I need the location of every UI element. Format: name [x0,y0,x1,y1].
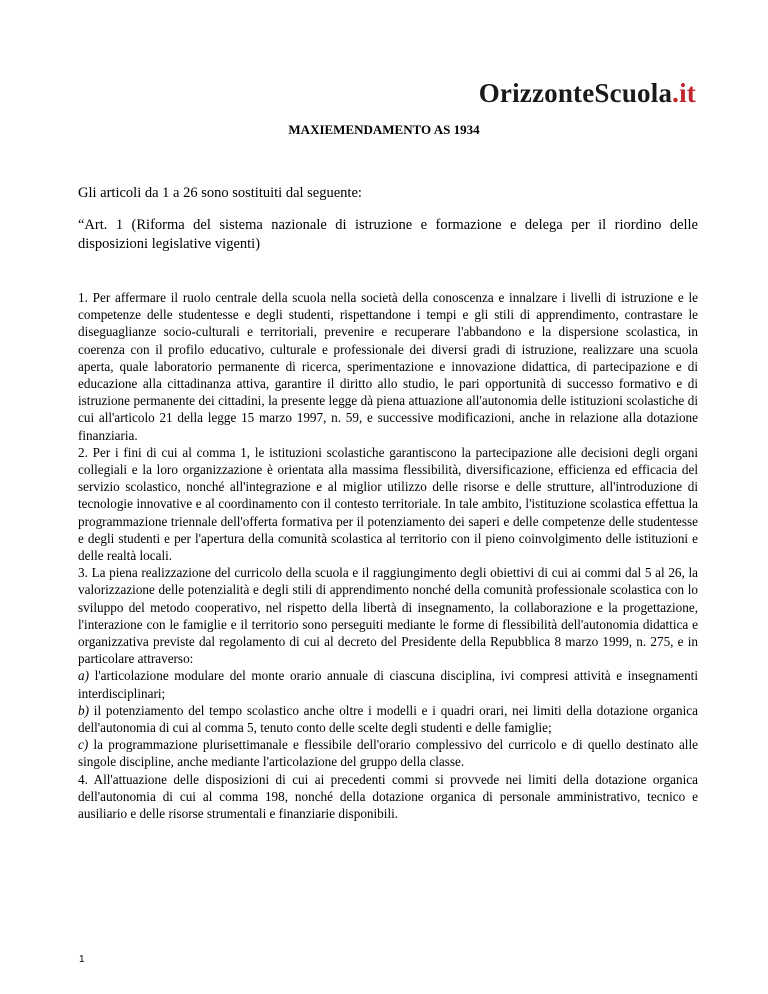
list-text-c: la programmazione plurisettimanale e flessibile dell'orario complessivo del curricolo e di quello destinato alle singole discipline, anche mediante l'articolazione del gruppo della classe. [78,737,698,770]
paragraph-2: 2. Per i fini di cui al comma 1, le istituzioni scolastiche garantiscono la partecipazione alle decisioni degli organi collegiali e la loro organizzazione è orientata alla massima flessibilità, diversificazione, efficienza ed efficacia del servizio scolastico, nonché all'integrazione e al miglior utilizzo delle risorse e delle strutture, all'introduzione di tecnologie innovative e al coordinamento con il contesto territoriale. In tale ambito, l'istituzione scolastica effettua la programmazione triennale dell'offerta formativa per il potenziamento dei saperi e delle competenze delle studentesse e degli studenti e per l'apertura della comunità scolastica al territorio con il pieno coinvolgimento delle istituzioni e delle realtà locali. [78,444,698,564]
article-heading: “Art. 1 (Riforma del sistema nazionale di istruzione e formazione e delega per il riordino delle disposizioni legislative vigenti) [78,217,698,252]
list-text-a: l'articolazione modulare del monte orario annuale di ciascuna disciplina, ivi compresi attività e insegnamenti interdisciplinari; [78,668,698,701]
document-title: MAXIEMENDAMENTO AS 1934 [288,122,480,137]
page-number: 1 [79,954,85,965]
logo-brand-text: OrizzonteScuola [478,78,673,108]
list-marker-b: b) [78,702,89,718]
article-body [78,289,698,822]
list-marker-a: a) [78,668,89,684]
list-item-c [78,736,698,770]
list-item-a [78,667,698,701]
logo-tld-text: .it [672,78,696,108]
site-logo [479,78,696,109]
paragraph-4: 4. All'attuazione delle disposizioni di cui ai precedenti commi si provvede nei limiti della dotazione organica dell'autonomia di cui al comma 198, nonché della dotazione organica di personale amministrativo, tecnico e ausiliario e delle risorse strumentali e finanziarie disponibili. [78,771,698,822]
list-text-b: il potenziamento del tempo scolastico anche oltre i modelli e i quadri orari, nei limiti della dotazione organica dell'autonomia di cui al comma 5, tenuto conto delle scelte degli studenti e delle famiglie; [78,702,698,736]
list-marker-c: c) [78,737,89,753]
paragraph-3: 3. La piena realizzazione del curricolo della scuola e il raggiungimento degli obiettivi di cui ai commi dal 5 al 26, la valorizzazione delle potenzialità e degli stili di apprendimento nonché della comunità professionale scolastica con lo sviluppo del metodo cooperativo, nel rispetto della libertà di insegnamento, la collaborazione e la progettazione, l'interazione con le famiglie e il territorio sono perseguiti mediante le forme di flessibilità dell'autonomia didattica e organizzativa previste dal regolamento di cui al decreto del Presidente della Repubblica 8 marzo 1999, n. 275, e in particolare attraverso: [78,565,698,667]
paragraph-1: 1. Per affermare il ruolo centrale della scuola nella società della conoscenza e innalzare i livelli di istruzione e le competenze delle studentesse e degli studenti, rispettandone i tempi e gli stili di apprendimento, contrastare le diseguaglianze socio-culturali e territoriali, prevenire e recuperare l'abbandono e la dispersione scolastica, in coerenza con il profilo educativo, culturale e professionale dei diversi gradi di istruzione, realizzare una scuola aperta, quale laboratorio permanente di ricerca, sperimentazione e innovazione didattica, di partecipazione e di educazione alla cittadinanza attiva, garantire il diritto allo studio, le pari opportunità di successo formativo e di istruzione permanente dei cittadini, la presente legge dà piena attuazione all'autonomia delle istituzioni scolastiche di cui all'articolo 21 della legge 15 marzo 1997, n. 59, e successive modificazioni, anche in relazione alla dotazione finanziaria. [78,290,698,443]
intro-sentence: Gli articoli da 1 a 26 sono sostituiti dal seguente: [78,185,362,201]
list-item-b [78,702,698,736]
